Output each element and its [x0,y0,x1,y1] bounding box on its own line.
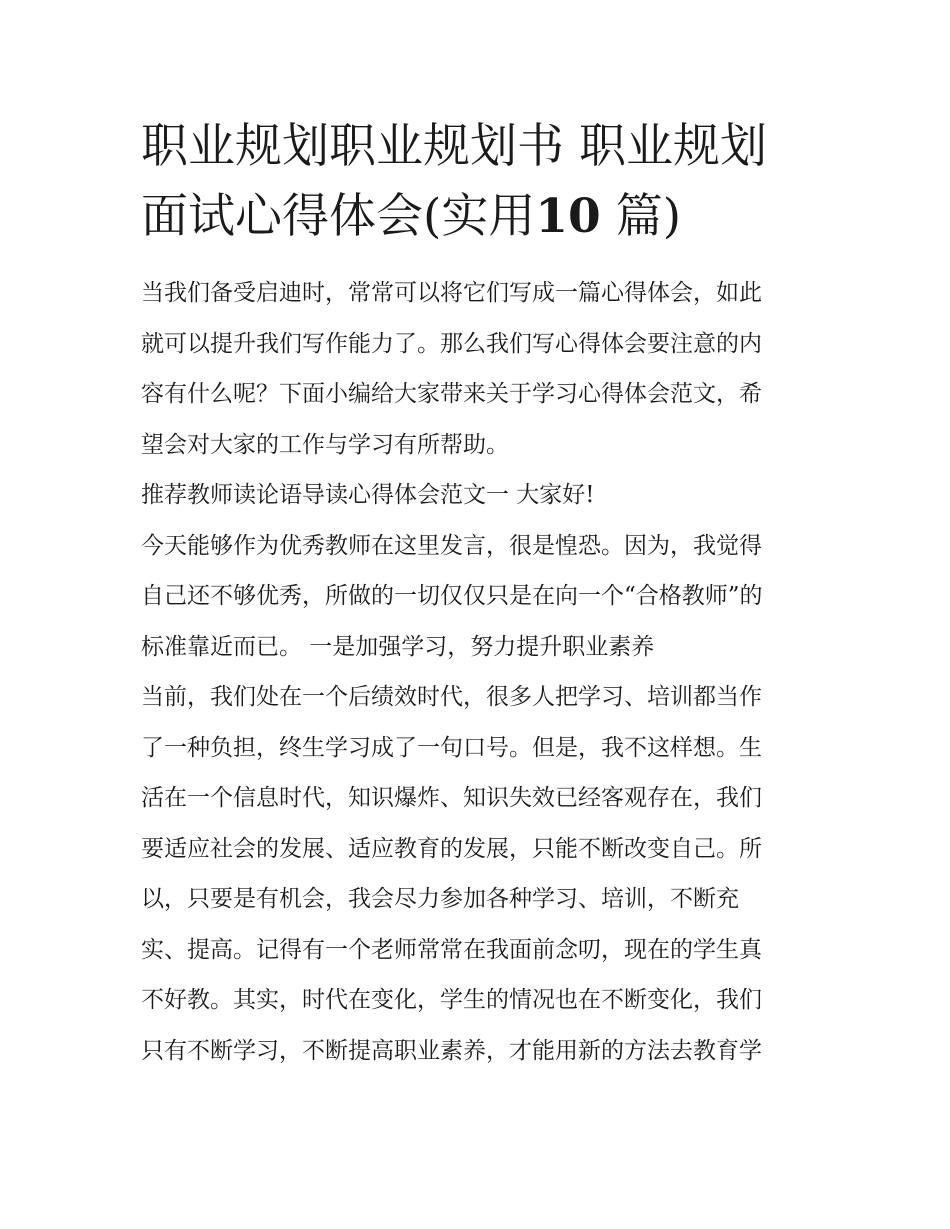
title-line-2-suffix: 篇) [615,189,682,244]
body-line: 了一种负担，终生学习成了一句口号。但是，我不这样想。生 [141,734,762,761]
title-number: 10 [535,189,601,244]
body-line: 就可以提升我们写作能力了。那么我们写心得体会要注意的内 [141,330,762,357]
title-line-1: 职业规划职业规划书 职业规划 [141,119,767,174]
body-line: 当我们备受启迪时，常常可以将它们写成一篇心得体会，如此 [141,280,762,306]
document-page [141,112,813,1076]
body-line: 不好教。其实，时代在变化，学生的情况也在不断变化，我们 [141,987,762,1013]
body-line: 推荐教师读论语导读心得体会范文一 大家好! [141,482,595,508]
body-line: 自己还不够优秀，所做的一切仅仅只是在向一个“合格教师”的 [141,583,763,609]
body-line: 当前，我们处在一个后绩效时代，很多人把学习、培训都当作 [141,684,762,710]
body-line: 实、提高。记得有一个老师常常在我面前念叨，现在的学生真 [141,936,762,963]
body-line: 望会对大家的工作与学习有所帮助。 [141,431,509,458]
document-body [141,268,813,1076]
body-line: 以，只要是有机会，我会尽力参加各种学习、培训，不断充 [141,886,739,912]
document-title [141,112,813,252]
title-line-2 [141,182,813,252]
title-line-2-text: 面试心得体会(实用 [141,189,536,244]
body-line: 今天能够作为优秀教师在这里发言，很是惶恐。因为，我觉得 [141,532,762,559]
body-line: 活在一个信息时代，知识爆炸、知识失效已经客观存在，我们 [141,785,762,811]
body-line: 容有什么呢？下面小编给大家带来关于学习心得体会范文，希 [141,381,762,407]
body-line: 标准靠近而已。 一是加强学习，努力提升职业素养 [141,633,655,660]
body-line: 要适应社会的发展、适应教育的发展，只能不断改变自己。所 [141,835,762,862]
body-line: 只有不断学习，不断提高职业素养，才能用新的方法去教育学 [141,1037,762,1064]
